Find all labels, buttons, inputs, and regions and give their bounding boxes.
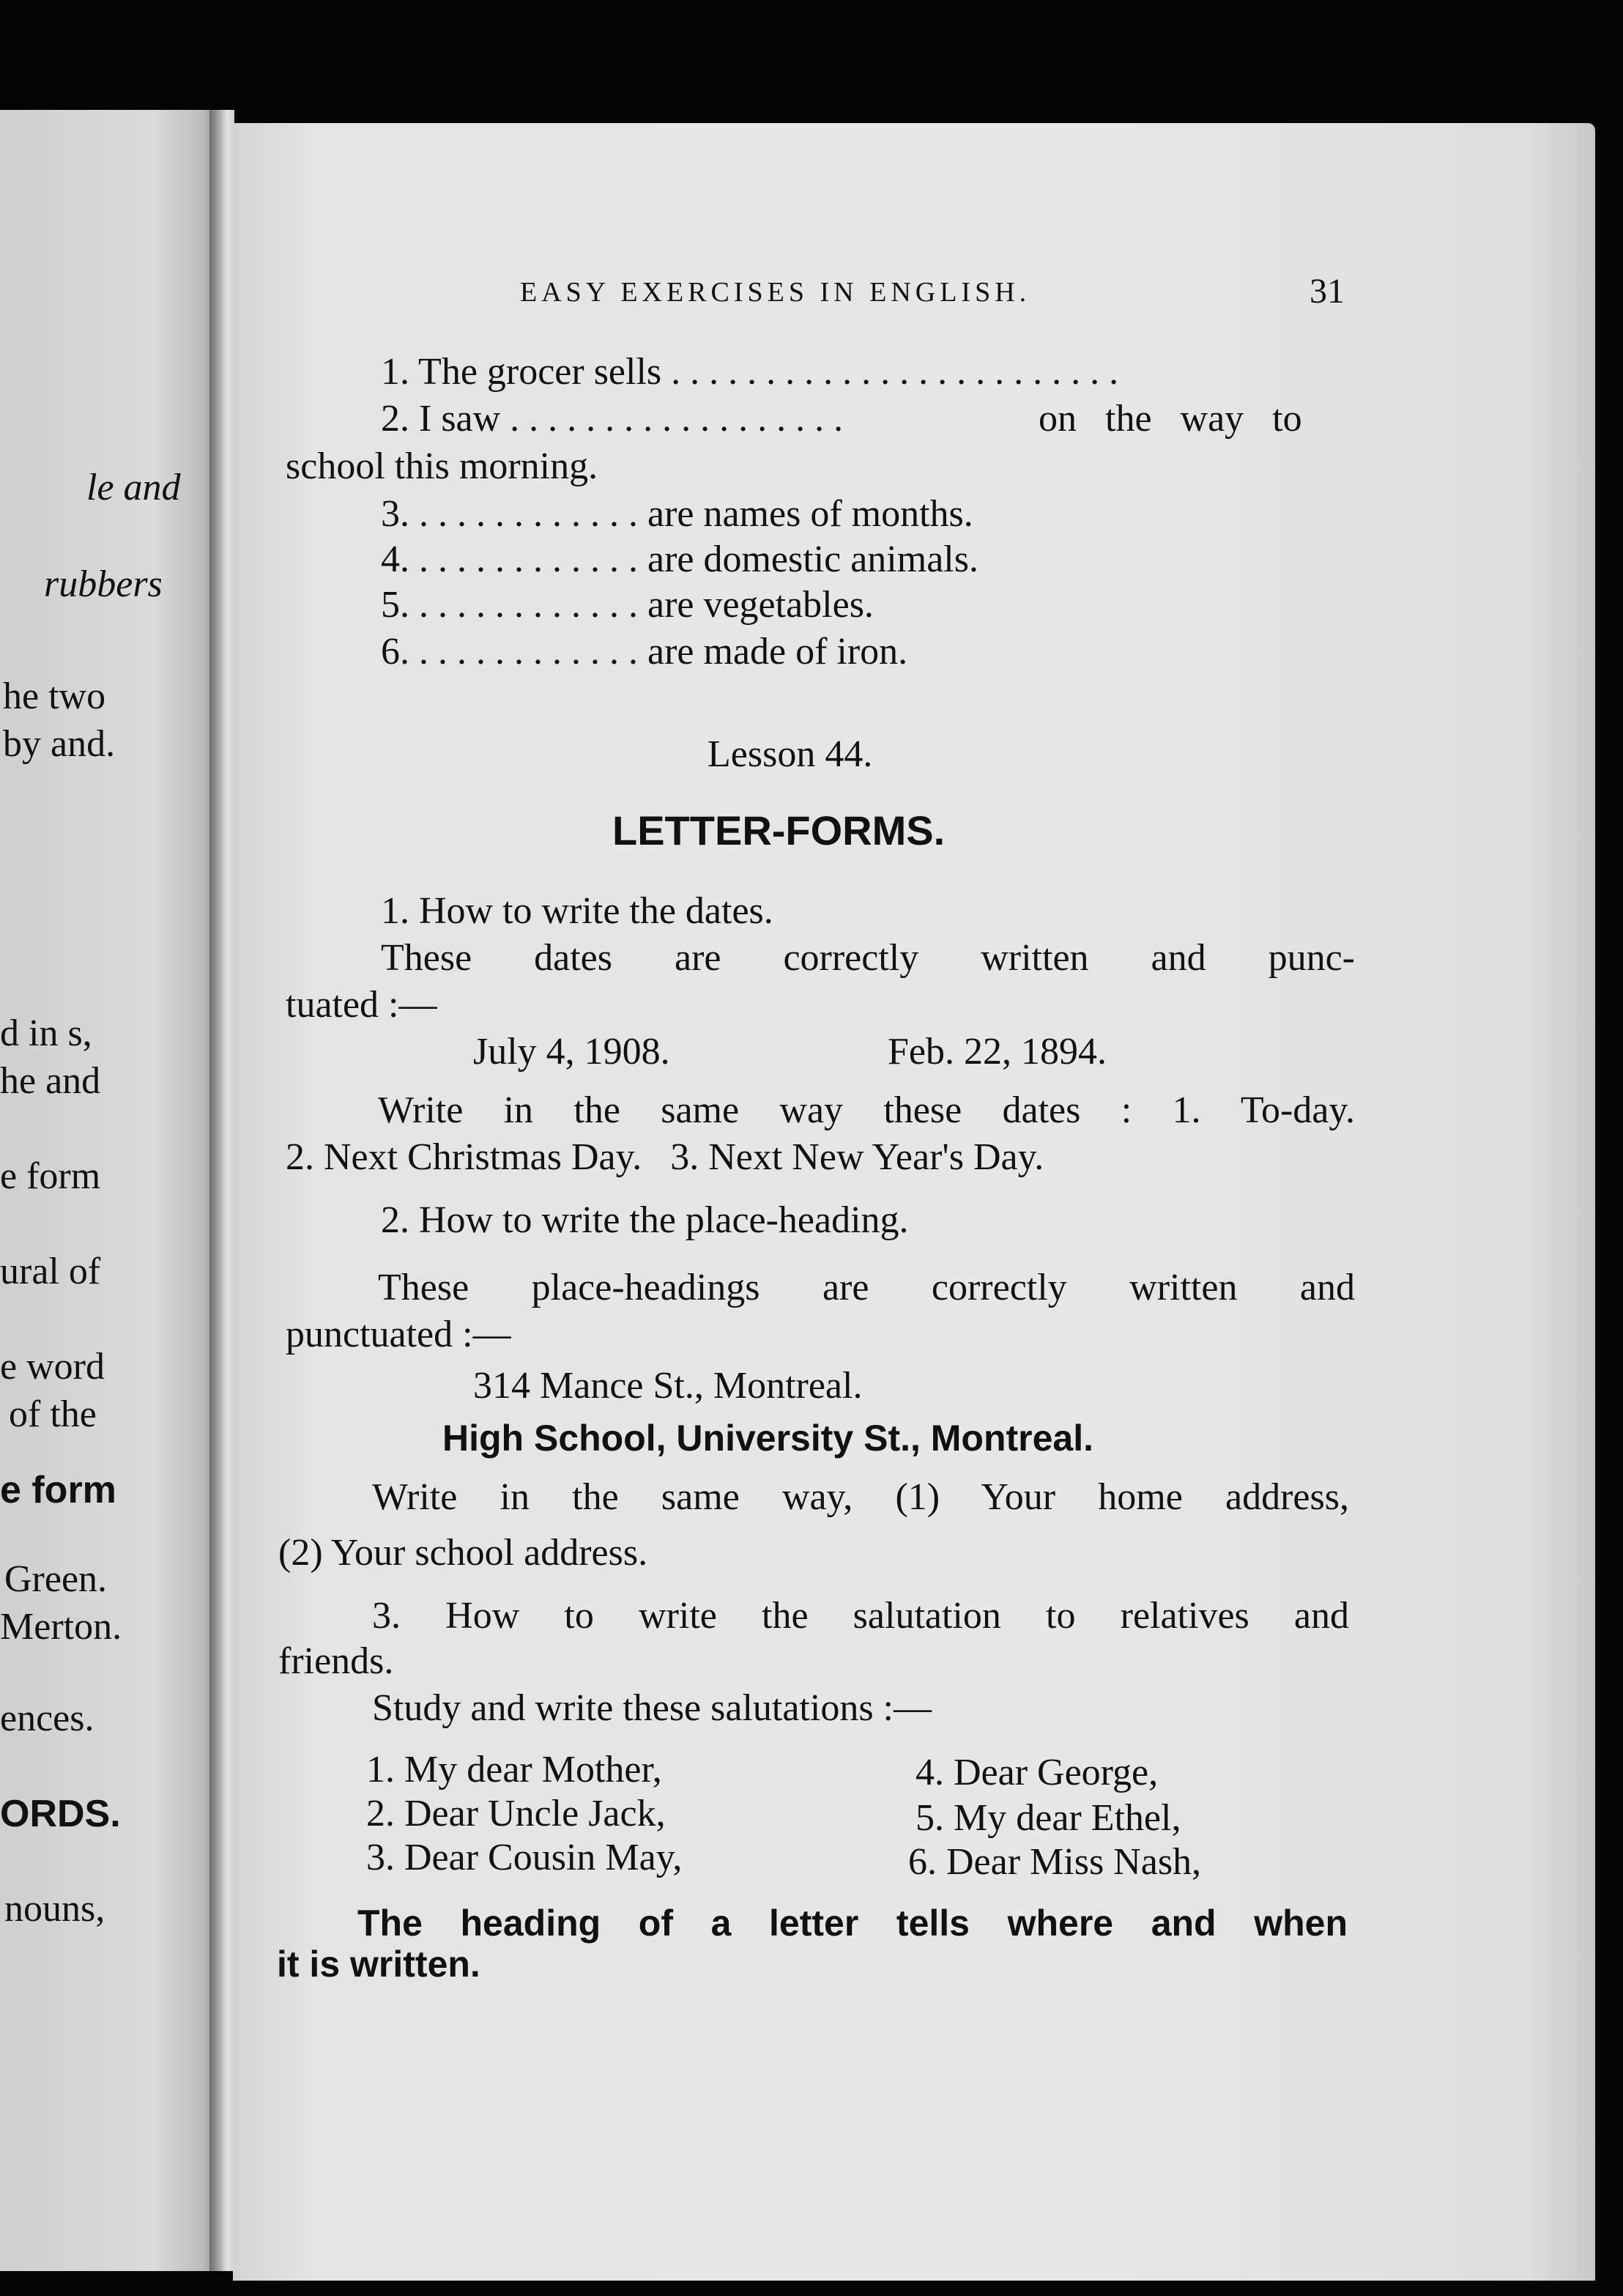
paragraph-line: 2. Next Christmas Day. 3. Next New Year's Day. bbox=[286, 1136, 1044, 1178]
salutation-item: 3. Dear Cousin May, bbox=[366, 1837, 683, 1878]
facing-page-fragment: e form bbox=[0, 1155, 101, 1197]
exercise-line: 6. . . . . . . . . . . . . are made of iron. bbox=[381, 631, 908, 673]
facing-page-fragment: nouns, bbox=[4, 1888, 105, 1930]
rule-line: it is written. bbox=[277, 1944, 480, 1985]
facing-page-fragment: e form bbox=[0, 1469, 116, 1511]
rule-line: The heading of a letter tells where and when bbox=[357, 1903, 1348, 1944]
paragraph-line: Write in the same way these dates : 1. To-day. bbox=[378, 1089, 1355, 1131]
salutation-item: 1. My dear Mother, bbox=[366, 1749, 662, 1790]
paragraph-line: punctuated :— bbox=[286, 1314, 511, 1355]
facing-page bbox=[0, 110, 220, 2271]
salutation-item: 6. Dear Miss Nash, bbox=[908, 1841, 1202, 1883]
facing-page-fragment: he and bbox=[0, 1060, 101, 1102]
exercise-line: 4. . . . . . . . . . . . . are domestic animals. bbox=[381, 538, 978, 580]
exercise-line: school this morning. bbox=[286, 445, 598, 487]
facing-page-fragment: he two bbox=[3, 675, 106, 717]
paragraph-line: tuated :— bbox=[286, 984, 437, 1026]
paragraph-line: (2) Your school address. bbox=[278, 1532, 648, 1574]
example-date: July 4, 1908. bbox=[473, 1031, 670, 1073]
exercise-line: on the way to bbox=[1039, 398, 1302, 440]
example-date: Feb. 22, 1894. bbox=[888, 1031, 1107, 1073]
section-heading: 2. How to write the place-heading. bbox=[381, 1199, 909, 1241]
paragraph-line: friends. bbox=[278, 1640, 394, 1682]
facing-page-fragment: rubbers bbox=[44, 563, 163, 605]
section-heading: 3. How to write the salutation to relatives and bbox=[372, 1595, 1349, 1637]
exercise-line: 3. . . . . . . . . . . . . are names of months. bbox=[381, 493, 973, 535]
paragraph-line: Study and write these salutations :— bbox=[372, 1687, 932, 1729]
facing-page-fragment: by and. bbox=[3, 723, 116, 765]
running-title: EASY EXERCISES IN ENGLISH. bbox=[520, 277, 1031, 308]
page-number: 31 bbox=[1310, 272, 1345, 311]
salutation-item: 2. Dear Uncle Jack, bbox=[366, 1793, 666, 1834]
facing-page-fragment: Merton. bbox=[0, 1606, 122, 1648]
salutation-item: 4. Dear George, bbox=[916, 1752, 1159, 1793]
facing-page-fragment: d in s, bbox=[0, 1012, 92, 1054]
facing-page-fragment: le and bbox=[86, 467, 181, 508]
section-heading: 1. How to write the dates. bbox=[381, 890, 773, 932]
lesson-title: LETTER-FORMS. bbox=[612, 807, 946, 853]
facing-page-fragment: Green. bbox=[4, 1558, 108, 1600]
paragraph-line: These dates are correctly written and punc- bbox=[381, 937, 1355, 979]
exercise-line: 1. The grocer sells . . . . . . . . . . . . . . . . . . . . . . . . bbox=[381, 351, 1119, 393]
facing-page-fragment: of the bbox=[9, 1393, 97, 1435]
exercise-line: 2. I saw . . . . . . . . . . . . . . . . . . bbox=[381, 398, 844, 440]
facing-page-fragment: ences. bbox=[0, 1697, 94, 1739]
facing-page-fragment: ural of bbox=[0, 1251, 101, 1292]
facing-page-fragment: e word bbox=[0, 1346, 105, 1388]
exercise-line: 5. . . . . . . . . . . . . are vegetables. bbox=[381, 584, 874, 626]
facing-page-fragment: ORDS. bbox=[0, 1793, 121, 1835]
paragraph-line: Write in the same way, (1) Your home address, bbox=[372, 1476, 1349, 1518]
book-spine bbox=[209, 110, 234, 2271]
example-address-bold: High School, University St., Montreal. bbox=[442, 1418, 1094, 1459]
example-address: 314 Mance St., Montreal. bbox=[473, 1365, 863, 1407]
paragraph-line: These place-headings are correctly written and bbox=[378, 1267, 1355, 1308]
salutation-item: 5. My dear Ethel, bbox=[916, 1797, 1181, 1839]
lesson-number: Lesson 44. bbox=[707, 733, 873, 775]
